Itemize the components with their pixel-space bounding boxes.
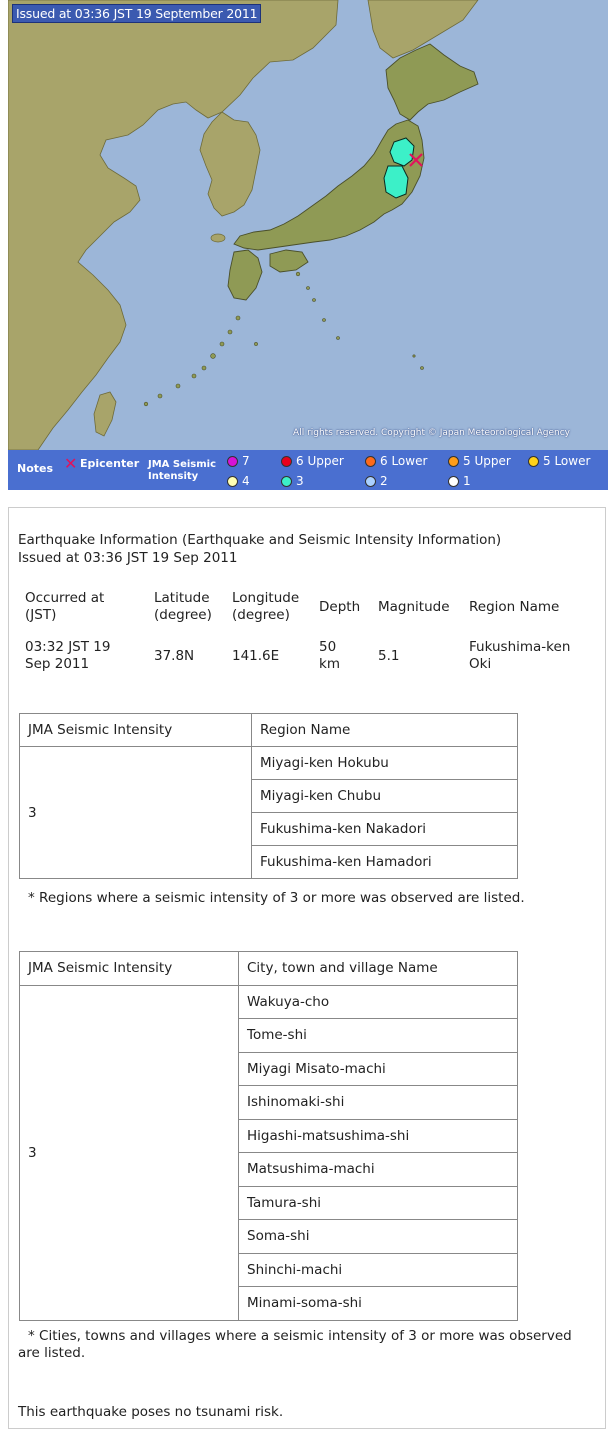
table-row bbox=[20, 985, 518, 1019]
legend-intensity-5-icon bbox=[528, 456, 539, 467]
header-latitude: Latitude (degree) bbox=[154, 590, 212, 623]
legend-jma-label: JMA Seismic Intensity bbox=[148, 459, 217, 482]
name-cell: Fukushima-ken Nakadori bbox=[252, 813, 518, 846]
earthquake-map bbox=[8, 0, 608, 450]
value-latitude: 37.8N bbox=[154, 648, 195, 664]
region-note: * Regions where a seismic intensity of 3 or more was observed are listed. bbox=[28, 890, 525, 906]
value-magnitude: 5.1 bbox=[378, 648, 400, 664]
legend-intensity-4-icon bbox=[448, 456, 459, 467]
legend-intensity-label: 7 bbox=[242, 454, 250, 468]
value-occurred: 03:32 JST 19 Sep 2011 bbox=[25, 639, 111, 672]
table-header-row bbox=[20, 952, 518, 986]
name-cell: Miyagi Misato-machi bbox=[239, 1052, 518, 1086]
value-longitude: 141.6E bbox=[232, 648, 280, 664]
legend-intensity-label: 3 bbox=[296, 474, 304, 488]
name-cell: Wakuya-cho bbox=[239, 985, 518, 1019]
info-heading: Earthquake Information (Earthquake and Seismic Intensity Information) bbox=[18, 532, 502, 548]
name-cell: Miyagi-ken Hokubu bbox=[252, 747, 518, 780]
legend-intensity-label: 5 Upper bbox=[463, 454, 511, 468]
name-cell: Shinchi-machi bbox=[239, 1253, 518, 1287]
header-intensity: JMA Seismic Intensity bbox=[20, 952, 239, 986]
name-cell: Soma-shi bbox=[239, 1220, 518, 1254]
name-cell: Tome-shi bbox=[239, 1019, 518, 1053]
header-depth: Depth bbox=[319, 599, 361, 615]
header-region-name: Region Name bbox=[469, 599, 560, 615]
legend-intensity-label: 5 Lower bbox=[543, 454, 591, 468]
legend-notes-label: Notes bbox=[17, 462, 54, 475]
legend-intensity-label: 6 Upper bbox=[296, 454, 344, 468]
header-longitude: Longitude (degree) bbox=[232, 590, 300, 623]
earthquake-info-panel bbox=[8, 507, 606, 1429]
name-cell: Miyagi-ken Chubu bbox=[252, 780, 518, 813]
name-cell: Higashi-matsushima-shi bbox=[239, 1119, 518, 1153]
table-header-row bbox=[20, 714, 518, 747]
legend-intensity-2-icon bbox=[281, 456, 292, 467]
issued-label: Issued at 03:36 JST 19 September 2011 bbox=[12, 4, 261, 23]
legend-epicenter-label: Epicenter bbox=[80, 457, 140, 470]
legend-intensity-1-icon bbox=[227, 456, 238, 467]
header-occurred: Occurred at (JST) bbox=[25, 590, 105, 623]
legend-intensity-label: 6 Lower bbox=[380, 454, 428, 468]
epicenter-icon: ✕ bbox=[64, 454, 78, 473]
header-magnitude: Magnitude bbox=[378, 599, 450, 615]
city-note: * Cities, towns and villages where a seismic intensity of 3 or more was observed are listed. bbox=[18, 1328, 572, 1361]
name-cell: Ishinomaki-shi bbox=[239, 1086, 518, 1120]
map-legend bbox=[8, 450, 608, 490]
legend-intensity-label: 2 bbox=[380, 474, 388, 488]
legend-intensity-3-icon bbox=[365, 456, 376, 467]
intensity-value: 3 bbox=[20, 985, 239, 1320]
value-depth: 50 km bbox=[319, 639, 340, 672]
legend-intensity-label: 4 bbox=[242, 474, 250, 488]
header-name: Region Name bbox=[252, 714, 518, 747]
region-intensity-table bbox=[19, 713, 518, 879]
legend-intensity-8-icon bbox=[365, 476, 376, 487]
name-cell: Tamura-shi bbox=[239, 1186, 518, 1220]
tsunami-statement: This earthquake poses no tsunami risk. bbox=[18, 1404, 284, 1420]
intensity-value: 3 bbox=[20, 747, 252, 879]
copyright-notice: All rights reserved. Copyright © Japan Meteorological Agency bbox=[293, 428, 570, 438]
name-cell: Fukushima-ken Hamadori bbox=[252, 846, 518, 879]
info-issued: Issued at 03:36 JST 19 Sep 2011 bbox=[18, 550, 238, 566]
legend-intensity-6-icon bbox=[227, 476, 238, 487]
value-region-name: Fukushima-ken Oki bbox=[469, 639, 571, 672]
header-name: City, town and village Name bbox=[239, 952, 518, 986]
header-intensity: JMA Seismic Intensity bbox=[20, 714, 252, 747]
name-cell: Minami-soma-shi bbox=[239, 1287, 518, 1321]
legend-intensity-7-icon bbox=[281, 476, 292, 487]
name-cell: Matsushima-machi bbox=[239, 1153, 518, 1187]
map-graphic bbox=[8, 0, 608, 450]
legend-intensity-9-icon bbox=[448, 476, 459, 487]
table-row bbox=[20, 747, 518, 780]
city-intensity-table bbox=[19, 951, 518, 1321]
legend-intensity-label: 1 bbox=[463, 474, 471, 488]
